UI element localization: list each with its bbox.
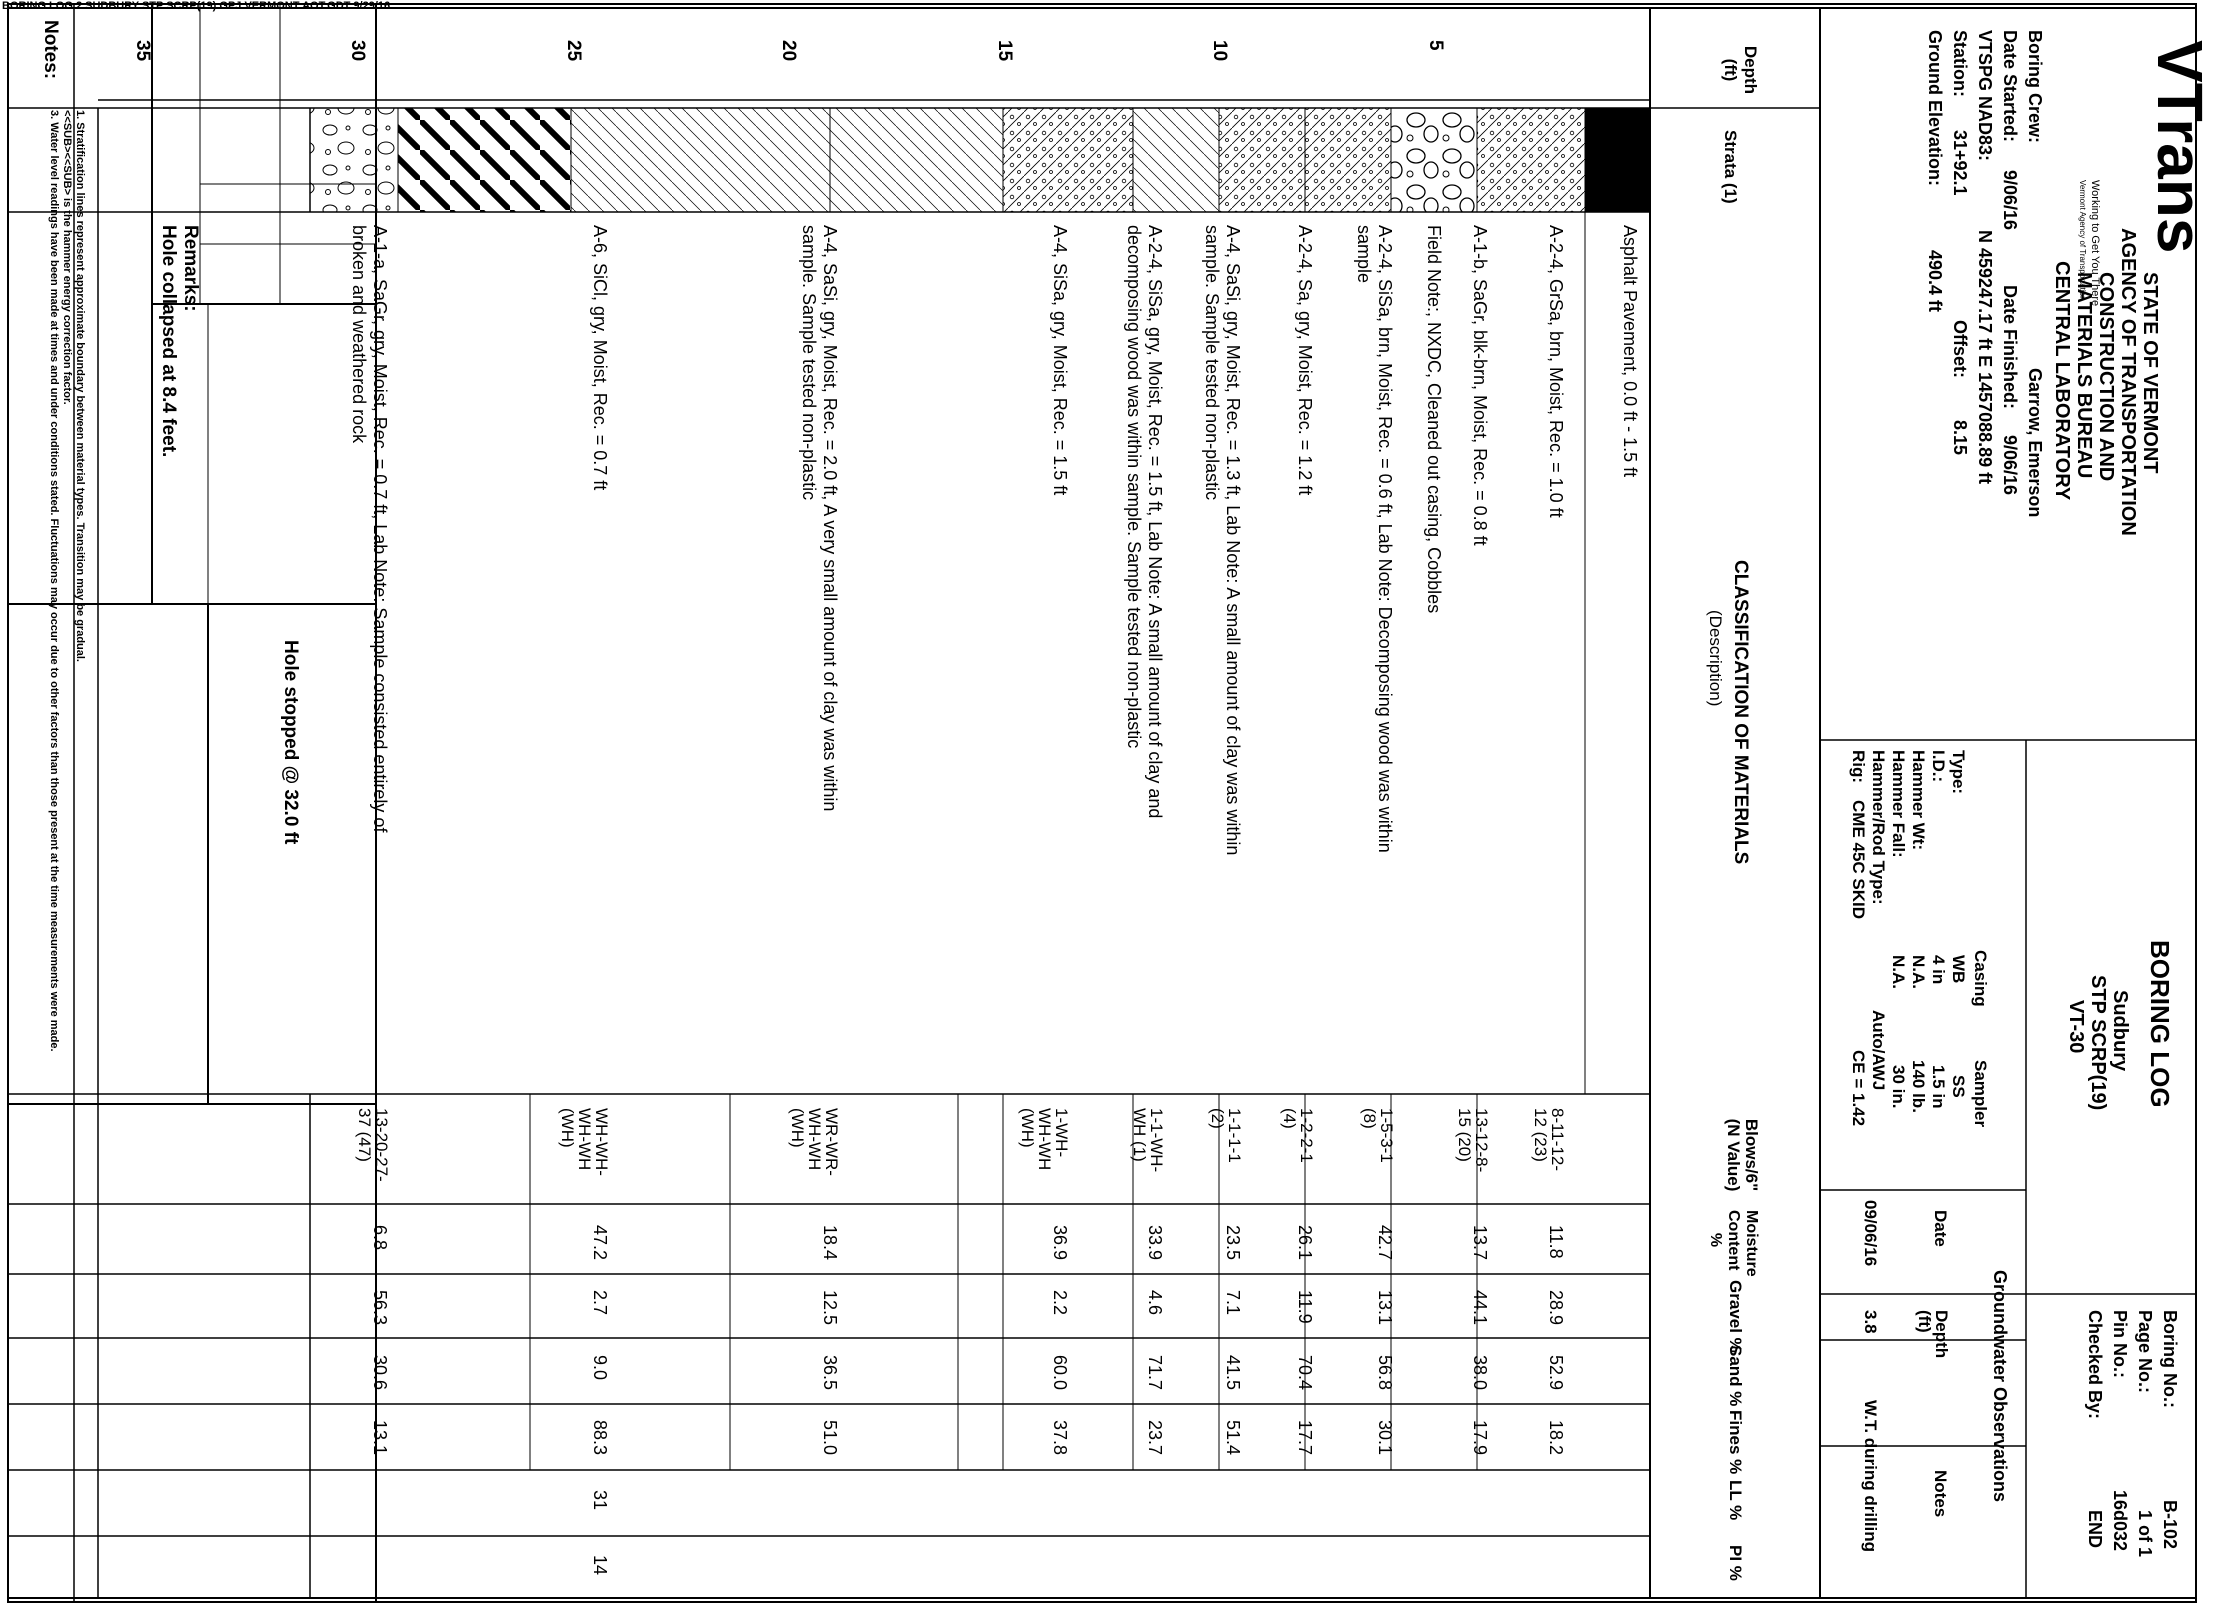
title-project-no: STP SCRP(19) [2087,975,2109,1111]
notes-label: Notes: [40,20,61,80]
type-casing: WB [1949,955,1968,984]
vtrans-tagline: Working to Get You There [2089,180,2101,307]
hole-stopped: Hole stopped @ 32.0 ft [280,640,301,845]
col-depth: Depth (ft) [1721,45,1760,95]
sample-fines: 18.2 [1546,1420,1566,1456]
file-header: BORING LOG 2 SUDBURY STP SCRP(19).GPJ VERMONT AOT.GDT 9/29/16 [2,0,391,12]
type-label: Type: [1949,750,1968,795]
sample-gravel: 11.9 [1295,1290,1315,1324]
gw-title: Groundwater Observations [1990,1270,2010,1503]
sample-sand: 70.4 [1295,1355,1315,1391]
sample-blows: 1-1-1-1 (2) [1208,1108,1244,1163]
sample-desc: Field Note:, NXDC, Cleaned out casing, Cobbles [1424,225,1444,614]
sample-desc: A-2-4, SiSa, gry, Moist, Rec. = 1.5 ft, Lab Note: A small amount of clay and decomposing wood was within sample. Sample tested non-plastic [1124,225,1165,819]
sample-gravel: 12.5 [820,1290,840,1326]
sample-moisture: 33.9 [1145,1225,1165,1261]
sample-fines: 23.7 [1145,1420,1165,1456]
sample-sand: 36.5 [820,1355,840,1391]
sample-ll: 31 [590,1490,610,1511]
sample-pi: 14 [590,1555,610,1576]
sample-gravel: 28.9 [1546,1290,1566,1326]
sample-gravel: 44.1 [1470,1290,1490,1326]
wt-sampler: 140 lb. [1909,1060,1928,1113]
rig-value: CME 45C SKID [1849,800,1868,920]
wt-casing: N.A. [1909,955,1928,989]
sample-sand: 41.5 [1223,1355,1243,1391]
sample-gravel: 13.1 [1375,1290,1395,1326]
sample-fines: 88.3 [590,1420,610,1456]
id-sampler: 1.5 in [1929,1065,1948,1109]
title-main: BORING LOG [2145,940,2175,1108]
offset-value: 8.15 [1950,420,1970,456]
title-project: Sudbury [2109,990,2131,1072]
agency-line: AGENCY OF TRANSPORTATION [2117,228,2139,536]
sample-moisture: 47.2 [590,1225,610,1261]
col-sand: Sand % [1726,1345,1745,1407]
id-label: I.D.: [1929,750,1948,783]
gw-date: 09/06/16 [1861,1200,1880,1267]
sample-desc: A-4, SaSi, gry, Moist, Rec. = 2.0 ft, A very small amount of clay was within sample. Sample tested non-plastic [799,225,840,812]
sample-sand: 30.6 [370,1355,390,1391]
casing-head: Casing [1971,950,1990,1007]
sample-fines: 51.0 [820,1420,840,1456]
agency-line: CONSTRUCTION AND [2095,272,2117,482]
vtrans-sub: Vermont Agency of Transportation [2078,180,2087,301]
ce-value: CE = 1.42 [1849,1050,1868,1127]
sample-gravel: 4.6 [1145,1290,1165,1316]
wt-label: Hammer Wt: [1909,750,1928,851]
sample-gravel: 56.3 [370,1290,390,1326]
depth-tick-35: 35 [131,40,153,62]
sample-moisture: 13.7 [1470,1225,1490,1261]
fall-sampler: 30 in. [1889,1065,1908,1109]
started-label: Date Started: [2000,30,2020,143]
station-value: 31+92.1 [1950,130,1970,196]
sample-fines: 13.1 [370,1420,390,1456]
sample-blows: WH-WH-WH-WH (WH) [558,1108,611,1176]
sample-moisture: 42.7 [1375,1225,1395,1261]
sample-sand: 9.0 [590,1355,610,1381]
crew-label: Boring Crew: [2025,30,2045,144]
rod-label: Hammer/Rod Type: [1869,750,1888,905]
depth-tick-30: 30 [347,40,368,62]
sample-moisture: 23.5 [1223,1225,1243,1261]
sample-blows: 13-12-8-15 (20) [1455,1108,1491,1173]
col-strata: Strata (1) [1721,130,1740,204]
sample-blows: 13-20-27-37 (47) [355,1108,391,1182]
pin-label: Pin No.: [2110,1310,2130,1378]
sample-blows: 1-2-2-1 (4) [1280,1108,1316,1163]
sample-fines: 37.8 [1050,1420,1070,1456]
finished-value: 9/06/16 [2000,435,2020,496]
boring-no-value: B-102 [2160,1500,2180,1550]
col-blows: Blows/6" (N Value) [1724,1118,1761,1192]
gw-notes: W.T. during drilling [1861,1400,1880,1553]
sample-blows: WR-WR-WH-WH (WH) [788,1108,841,1176]
col-moisture: Moisture Content % [1707,1210,1760,1277]
type-sampler: SS [1949,1075,1968,1098]
sample-desc: A-1-a, SaGr, gry, Moist, Rec. = 0.7 ft, Lab Note: Sample consisted entirely of broken and weathered rock [349,225,390,833]
sample-moisture: 36.9 [1050,1225,1070,1261]
remarks-label: Remarks: [180,225,201,312]
nad-label: VTSPG NAD83: [1975,30,1995,162]
depth-tick-20: 20 [778,40,799,62]
station-label: Station: [1950,30,1970,97]
crew-value: Garrow, Emerson [2025,368,2045,518]
gw-notes-head: Notes [1931,1470,1950,1518]
agency-line: STATE OF VERMONT [2139,272,2161,474]
title-route: VT-30 [2065,1000,2087,1054]
fall-casing: N.A. [1889,955,1908,989]
sample-gravel: 2.2 [1050,1290,1070,1316]
sample-blows: 1-WH-WH-WH (WH) [1018,1108,1071,1171]
sample-blows: 8-11-12-12 (23) [1531,1108,1567,1171]
agency-line: CENTRAL LABORATORY [2051,261,2073,501]
sampler-head: Sampler [1971,1060,1990,1128]
agency-line: MATERIALS BUREAU [2073,272,2095,479]
page-no-label: Page No.: [2135,1310,2155,1394]
sample-blows: 1-1-WH-WH (1) [1130,1108,1166,1173]
col-gravel: Gravel % [1726,1280,1745,1353]
remarks-text: Hole collapsed at 8.4 feet. [158,225,179,458]
col-pi: PI % [1726,1545,1745,1581]
sample-desc: A-2-4, Sa, gry, Moist, Rec. = 1.2 ft [1295,225,1315,496]
col-ll: LL % [1726,1480,1745,1521]
sample-moisture: 6.8 [370,1225,390,1251]
rod-value: Auto/AWJ [1869,1010,1888,1091]
offset-label: Offset: [1950,320,1970,378]
sample-fines: 17.7 [1295,1420,1315,1456]
depth-tick-25: 25 [562,40,584,62]
elev-value: 490.4 ft [1925,250,1945,313]
sample-desc: A-4, SaSi, gry, Moist, Rec. = 1.3 ft, Lab Note: A small amount of clay was within sample. Sample tested non-plastic [1202,225,1243,856]
gw-date-head: Date [1931,1210,1950,1247]
sample-desc: A-4, SiSa, gry, Moist, Rec. = 1.5 ft [1050,225,1070,496]
sample-moisture: 26.1 [1295,1225,1315,1261]
checked-label: Checked By: [2085,1310,2105,1420]
page-no-value: 1 of 1 [2135,1510,2155,1558]
note-line: <<SUB><<SUB> is the hammer energy correction factor. [61,110,73,405]
nad-value: N 459247.17 ft E 1457088.89 ft [1975,230,1995,485]
sample-fines: 30.1 [1375,1420,1395,1456]
started-value: 9/06/16 [2000,170,2020,231]
pin-value: 16d032 [2110,1490,2130,1552]
sample-gravel: 7.1 [1223,1290,1243,1316]
note-line: 1. Stratification lines represent approximate boundary between material types. Transition may be gradual. [74,110,86,662]
note-line: 3. Water level readings have been made at times and under conditions stated. Fluctuations may occur due to other factors than those present at the time measurements were made. [48,110,60,1052]
sample-sand: 52.9 [1546,1355,1566,1391]
finished-label: Date Finished: [2000,285,2020,410]
id-casing: 4 in [1929,955,1948,985]
rig-label: Rig: [1849,750,1868,784]
gw-depth: 3.8 [1861,1310,1880,1334]
sample-gravel: 2.7 [590,1290,610,1316]
depth-tick-5: 5 [1424,40,1446,51]
gw-depth-head: Depth (ft) [1915,1310,1951,1359]
vtrans-logo: VTrans [2144,40,2216,254]
depth-tick-15: 15 [993,40,1015,62]
pavement-desc: Asphalt Pavement, 0.0 ft - 1.5 ft [1620,225,1640,478]
col-description: (Description) [1706,610,1725,707]
sample-fines: 51.4 [1223,1420,1243,1456]
boring-no-label: Boring No.: [2160,1310,2180,1408]
sample-fines: 17.9 [1470,1420,1490,1456]
sample-desc: A-6, SiCl, gry, Moist, Rec. = 0.7 ft [590,225,610,491]
sample-sand: 71.7 [1145,1355,1165,1391]
sample-desc: A-2-4, SiSa, brn, Moist, Rec. = 0.6 ft, Lab Note: Decomposing wood was within sample [1354,225,1395,853]
sample-moisture: 18.4 [820,1225,840,1261]
sample-desc: A-2-4, GrSa, brn, Moist, Rec. = 1.0 ft [1546,225,1566,518]
sample-sand: 60.0 [1050,1355,1070,1391]
sample-sand: 38.0 [1470,1355,1490,1391]
fall-label: Hammer Fall: [1889,750,1908,858]
sample-moisture: 11.8 [1546,1225,1566,1259]
col-classification: CLASSIFICATION OF MATERIALS [1730,560,1751,865]
elev-label: Ground Elevation: [1925,30,1945,187]
checked-value: END [2085,1510,2105,1549]
depth-tick-10: 10 [1209,40,1230,62]
sample-desc: A-1-b, SaGr, blk-brn, Moist, Rec. = 0.8 ft [1470,225,1490,546]
col-fines: Fines % [1726,1410,1745,1475]
sample-sand: 56.8 [1375,1355,1395,1391]
sample-blows: 1-5-3-1 (8) [1360,1108,1396,1163]
